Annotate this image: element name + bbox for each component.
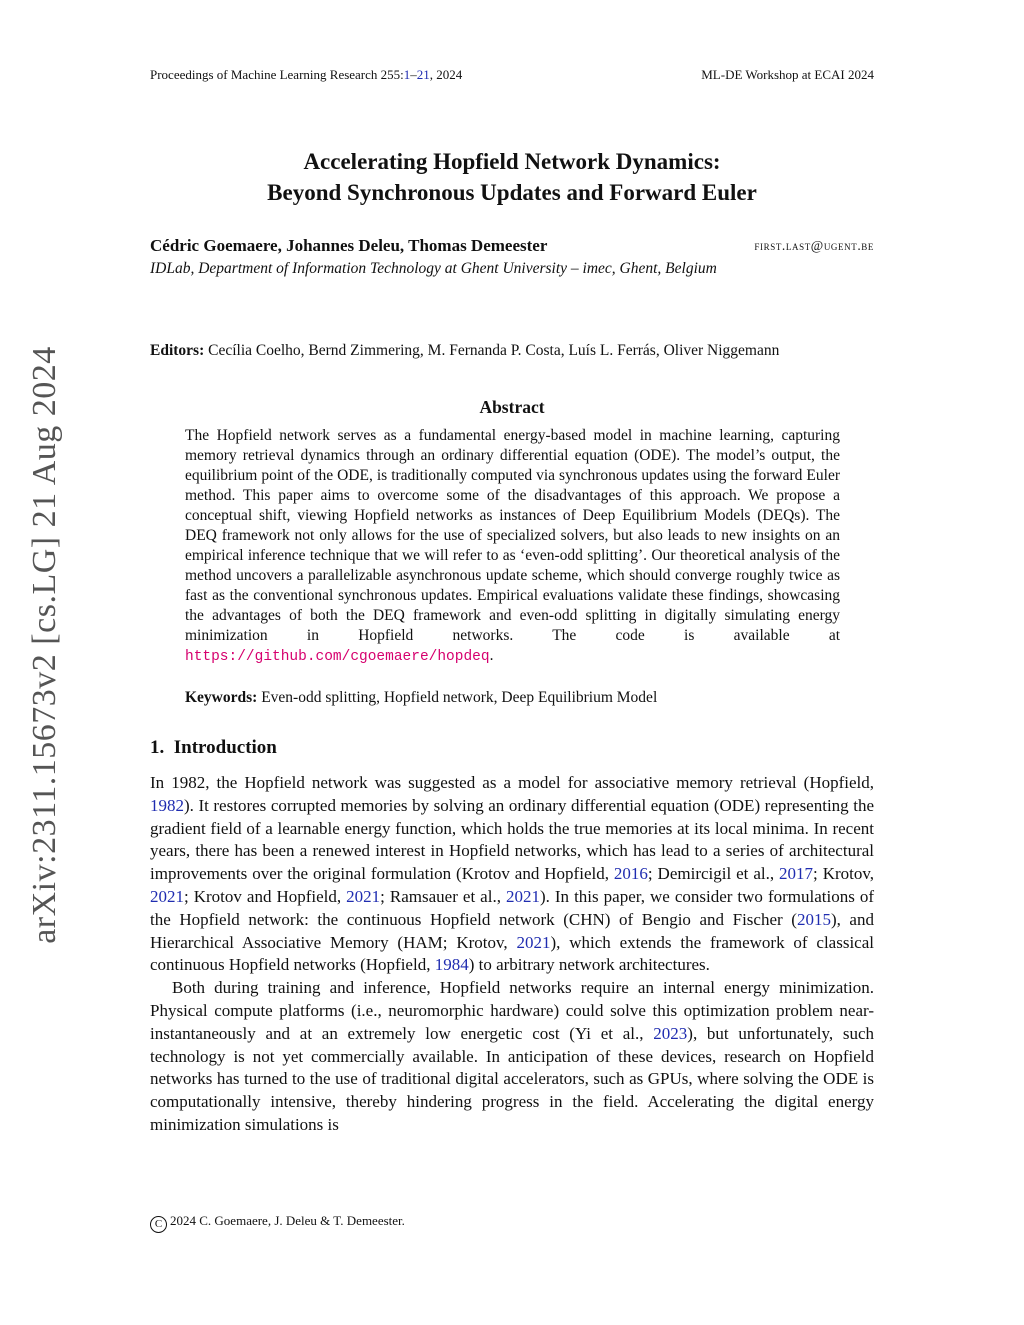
citation-year-link[interactable]: 2021 xyxy=(150,886,184,906)
section-heading-introduction xyxy=(150,737,277,759)
paragraph-text: ). It restores corrupted memories by solving an ordinary differential equation (ODE) representing the gradient field of a learnable energy function, which holds the true memories at its local minima. In recent years, there has been a renewed interest in Hopfield networks, which has lead to a series of architectural improvements over the original formulation (Krotov and Hopfield, xyxy=(150,795,874,884)
author-list: Cédric Goemaere, Johannes Deleu, Thomas Demeester xyxy=(150,236,548,255)
abstract-body: The Hopfield network serves as a fundamental energy-based model in machine learning, capturing memory retrieval dynamics through an ordinary differential equation (ODE). The model’s output, the equilibrium point of the ODE, is traditionally computed via synchronous updates using the forward Euler method. This paper aims to overcome some of the disadvantages of this approach. We propose a conceptual shift, viewing Hopfield networks as instances of Deep Equilibrium Models (DEQs). The DEQ framework not only allows for the use of specialized solvers, but also leads to new insights on an empirical inference technique that we will refer to as ‘even-odd splitting’. Our theoretical analysis of the method uncovers a parallelizable asynchronous update scheme, which should converge roughly twice as fast as the conventional synchronous updates. Empirical evaluations validate these findings, showcasing the advantages of both the DEQ framework and even-odd splitting in digitally simulating energy minimization in Hopfield networks. The code is available at https://github.com/cgoemaere/hopdeq. xyxy=(185,427,840,665)
citation-year-link[interactable]: 2017 xyxy=(779,864,814,884)
introduction-body xyxy=(150,772,874,1137)
citation-year-link[interactable]: 1984 xyxy=(434,955,469,975)
title-line-2: Beyond Synchronous Updates and Forward Euler xyxy=(267,180,757,205)
running-header-left: Proceedings of Machine Learning Research 255:1–21, 2024 xyxy=(150,67,463,82)
paragraph-text: ; Demircigil et al., xyxy=(647,864,780,884)
paragraph-text: ; Krotov and Hopfield, xyxy=(184,886,347,906)
paragraph-text: ), which extends the framework of classical continuous Hopfield networks (Hopfield, xyxy=(150,932,874,975)
editors-line xyxy=(150,342,779,360)
abstract-text: The Hopfield network serves as a fundamental energy-based model in machine learning, capturing memory retrieval dynamics through an ordinary differential equation (ODE). The model’s output, the equilibrium point of the ODE, is traditionally computed via synchronous updates using the forward Euler method. This paper aims to overcome some of the disadvantages of this approach. We propose a conceptual shift, viewing Hopfield networks as instances of Deep Equilibrium Models (DEQs). The DEQ framework not only allows for the use of specialized solvers, but also leads to new insights on an empirical inference technique that we will refer to as ‘even-odd splitting’. Our theoretical analysis of the method uncovers a parallelizable asynchronous update scheme, which should converge roughly twice as fast as the conventional synchronous updates. Empirical evaluations validate these findings, showcasing the advantages of both the DEQ framework and even-odd splitting in digitally simulating energy minimization in Hopfield networks. The code is available at xyxy=(185,427,840,644)
keywords-text: Even-odd splitting, Hopfield network, Deep Equilibrium Model xyxy=(261,689,658,706)
running-header-right: ML-DE Workshop at ECAI 2024 xyxy=(701,67,874,82)
paragraph-text: In 1982, the Hopfield network was suggested as a model for associative memory retrieval (Hopfield, xyxy=(150,773,874,792)
citation-year-link[interactable]: 1982 xyxy=(150,795,184,815)
section-number: 1. xyxy=(150,737,165,758)
section-title: Introduction xyxy=(173,737,277,758)
editors-names: Cecília Coelho, Bernd Zimmering, M. Fernanda P. Costa, Luís L. Ferrás, Oliver Niggemann xyxy=(208,342,780,359)
page-start-link[interactable]: 1 xyxy=(403,67,411,82)
copyright-text: 2024 C. Goemaere, J. Deleu & T. Demeester. xyxy=(170,1213,405,1228)
citation-year-link[interactable]: 2021 xyxy=(505,886,540,906)
paragraph-text: ), and Hierarchical Associative Memory (HAM; Krotov, xyxy=(150,909,874,952)
author-email: first.last@ugent.be xyxy=(754,238,874,253)
editors-label: Editors: xyxy=(150,342,205,359)
paragraph-text: ) to arbitrary network architectures. xyxy=(468,955,710,975)
abstract-heading: Abstract xyxy=(479,397,545,417)
title-line-1: Accelerating Hopfield Network Dynamics: xyxy=(303,149,721,174)
paragraph-text: ; Krotov, xyxy=(813,864,874,884)
paragraph-2 xyxy=(150,977,874,1137)
arxiv-identifier: arXiv:2311.15673v2 [cs.LG] 21 Aug 2024 xyxy=(26,346,63,944)
citation-year-link[interactable]: 2021 xyxy=(516,932,551,952)
citation-year-link[interactable]: 2015 xyxy=(796,909,831,929)
citation-year-link[interactable]: 2021 xyxy=(346,886,381,906)
paragraph-text: ), but unfortunately, such technology is not yet commercially available. In anticipation of these devices, research on Hopfield networks has turned to the use of traditional digital accelerators, such as GPUs, where solving the ODE is computationally intensive, thereby hindering progress in the field. Accelerating the digital energy minimization simulations is xyxy=(150,1023,875,1134)
keywords-label: Keywords: xyxy=(185,689,258,706)
page-end-link[interactable]: 21 xyxy=(416,67,430,82)
keywords-line xyxy=(185,688,840,708)
paragraph-text: Both during training and inference, Hopfield networks require an internal energy minimization. Physical compute platforms (i.e., neuromorphic hardware) could solve this optimization problem near-instantaneously and at an extremely low energetic cost (Yi et al., xyxy=(150,978,874,1043)
affiliation: IDLab, Department of Information Technology at Ghent University – imec, Ghent, Belgium xyxy=(150,260,717,277)
copyright-icon: C xyxy=(150,1216,167,1233)
paragraph-text: ; Ramsauer et al., xyxy=(380,886,506,906)
code-url-link[interactable]: https://github.com/cgoemaere/hopdeq xyxy=(185,649,490,665)
citation-year-link[interactable]: 2016 xyxy=(613,864,648,884)
paragraph-text: ). In this paper, we consider two formulations of the Hopfield network: the continuous Hopfield network (CHN) of Bengio and Fischer ( xyxy=(150,886,874,929)
paper-title xyxy=(0,146,1024,208)
paragraph-1 xyxy=(150,772,874,977)
copyright-footer xyxy=(150,1213,405,1233)
citation-year-link[interactable]: 2023 xyxy=(653,1023,688,1043)
